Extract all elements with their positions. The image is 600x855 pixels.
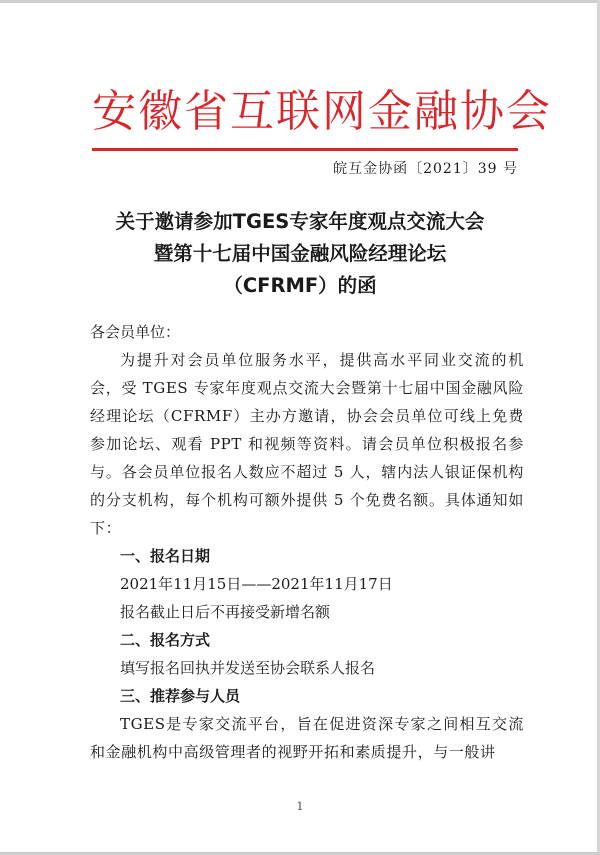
page-number: 1: [296, 800, 304, 813]
section-3-paragraph: TGES是专家交流平台，旨在促进资深专家之间相互交流和金融机构中高级管理者的视野开拓和素质提升，与一般讲: [90, 715, 524, 761]
letterhead-org-name: 安徽省互联网金融协会: [92, 86, 552, 137]
section-1-heading: 一、报名日期: [120, 547, 211, 565]
title-line-2: 暨第十七届中国金融风险经理论坛: [153, 242, 447, 265]
salutation: 各会员单位：: [90, 323, 181, 341]
document-title: [60, 206, 540, 302]
section-2-text: 填写报名回执并发送至协会联系人报名: [120, 659, 376, 677]
section-1-note: 报名截止日后不再接受新增名额: [120, 603, 331, 621]
document-number: 皖互金协函〔2021〕39 号: [333, 161, 518, 177]
section-1-dates: 2021年11月15日——2021年11月17日: [120, 575, 393, 593]
title-line-1: 关于邀请参加TGES专家年度观点交流大会: [115, 210, 485, 233]
scan-edge-top: [0, 0, 600, 3]
title-line-3: （CFRMF）的函: [223, 274, 377, 297]
intro-paragraph: 为提升对会员单位服务水平，提供高水平同业交流的机会，受 TGES 专家年度观点交流大会暨第十七届中国金融风险经理论坛（CFRMF）主办方邀请，协会会员单位可线上免费参加论坛、观看 PPT 和视频等资料。请会员单位积极报名参与。各会员单位报名人数应不超过 5 人，辖内法人银证保机构的分支机构，每个机构可额外提供 5 个免费名额。具体通知如下：: [90, 351, 524, 537]
document-body: [90, 318, 524, 766]
letterhead-red-rule: [92, 148, 518, 151]
section-3-heading: 三、推荐参与人员: [120, 687, 241, 705]
section-2-heading: 二、报名方式: [120, 631, 211, 649]
